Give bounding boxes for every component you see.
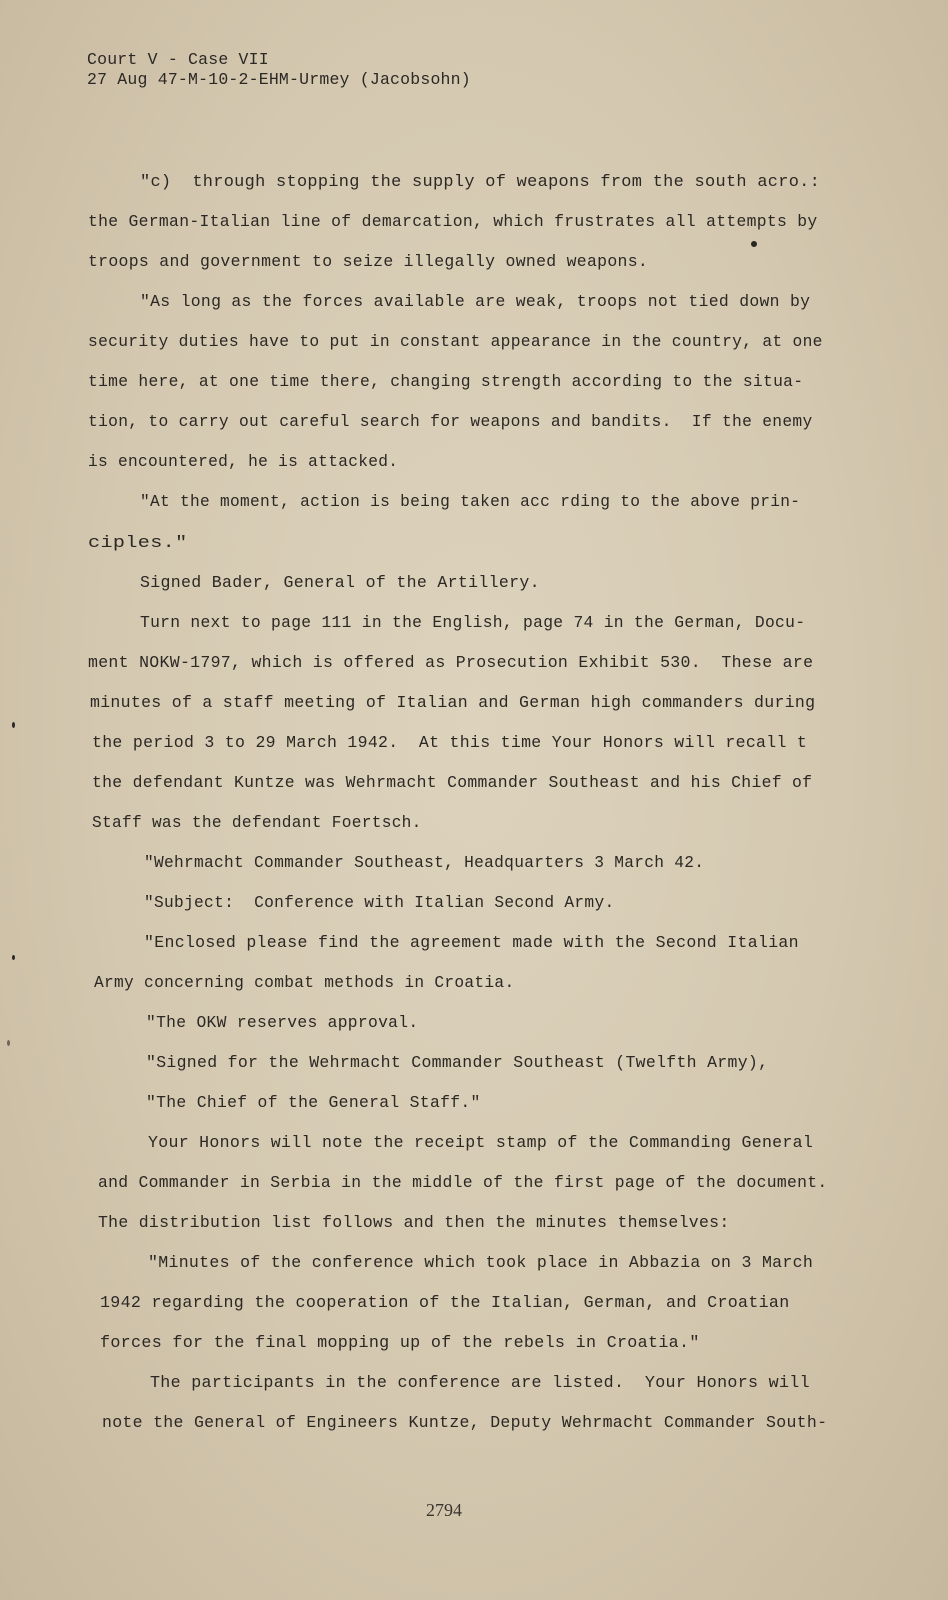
page-number: 2794 — [426, 1500, 462, 1520]
text-line: the period 3 to 29 March 1942. At this time Your Honors will recall t — [92, 733, 808, 752]
text-line: the defendant Kuntze was Wehrmacht Commander Southeast and his Chief of — [92, 773, 813, 792]
text-line: 1942 regarding the cooperation of the Italian, German, and Croatian — [100, 1293, 790, 1312]
text-line: time here, at one time there, changing strength according to the situa- — [88, 372, 804, 391]
text-line: "Minutes of the conference which took place in Abbazia on 3 March — [148, 1253, 814, 1272]
text-line: "Enclosed please find the agreement made with the Second Italian — [144, 933, 799, 952]
text-line: "Subject: Conference with Italian Second Army. — [144, 893, 615, 912]
text-line: Your Honors will note the receipt stamp of the Commanding General — [148, 1133, 814, 1152]
text-line: "c) through stopping the supply of weapons from the south acro.: — [140, 172, 821, 191]
text-line: The distribution list follows and then the minutes themselves: — [98, 1213, 730, 1232]
text-line: "The OKW reserves approval. — [146, 1013, 419, 1032]
text-line: "As long as the forces available are weak, troops not tied down by — [140, 292, 811, 311]
text-line: "The Chief of the General Staff." — [146, 1093, 481, 1112]
text-line: minutes of a staff meeting of Italian and German high commanders during — [90, 693, 816, 712]
text-line: "Signed for the Wehrmacht Commander Southeast (Twelfth Army), — [146, 1053, 769, 1072]
text-line: tion, to carry out careful search for weapons and bandits. If the enemy — [88, 412, 813, 431]
text-line: the German-Italian line of demarcation, which frustrates all attempts by — [88, 212, 818, 231]
text-line: troops and government to seize illegally owned weapons. — [88, 252, 649, 271]
text-line: "At the moment, action is being taken acc rding to the above prin- — [140, 492, 801, 511]
text-line: ment NOKW-1797, which is offered as Prosecution Exhibit 530. These are — [88, 653, 814, 672]
text-line: note the General of Engineers Kuntze, Deputy Wehrmacht Commander South- — [102, 1413, 828, 1432]
text-line: Staff was the defendant Foertsch. — [92, 813, 422, 832]
text-line: The participants in the conference are listed. Your Honors will — [150, 1373, 810, 1392]
header-court-case: Court V - Case VII — [87, 50, 269, 69]
text-line: forces for the final mopping up of the rebels in Croatia." — [100, 1333, 700, 1352]
text-line: "Wehrmacht Commander Southeast, Headquarters 3 March 42. — [144, 853, 705, 872]
text-line: is encountered, he is attacked. — [88, 452, 399, 471]
ink-speck — [12, 722, 15, 728]
text-line: ciples." — [88, 533, 188, 552]
text-line: security duties have to put in constant appearance in the country, at one — [88, 332, 823, 351]
ink-speck — [12, 955, 15, 960]
ink-speck — [751, 241, 757, 247]
ink-speck — [7, 1040, 10, 1046]
header-session-info: 27 Aug 47-M-10-2-EHM-Urmey (Jacobsohn) — [87, 70, 471, 89]
text-line: Army concerning combat methods in Croatia. — [94, 973, 515, 992]
text-line: Signed Bader, General of the Artillery. — [140, 573, 540, 592]
text-line: Turn next to page 111 in the English, page 74 in the German, Docu- — [140, 613, 806, 632]
text-line: and Commander in Serbia in the middle of the first page of the document. — [98, 1173, 828, 1192]
